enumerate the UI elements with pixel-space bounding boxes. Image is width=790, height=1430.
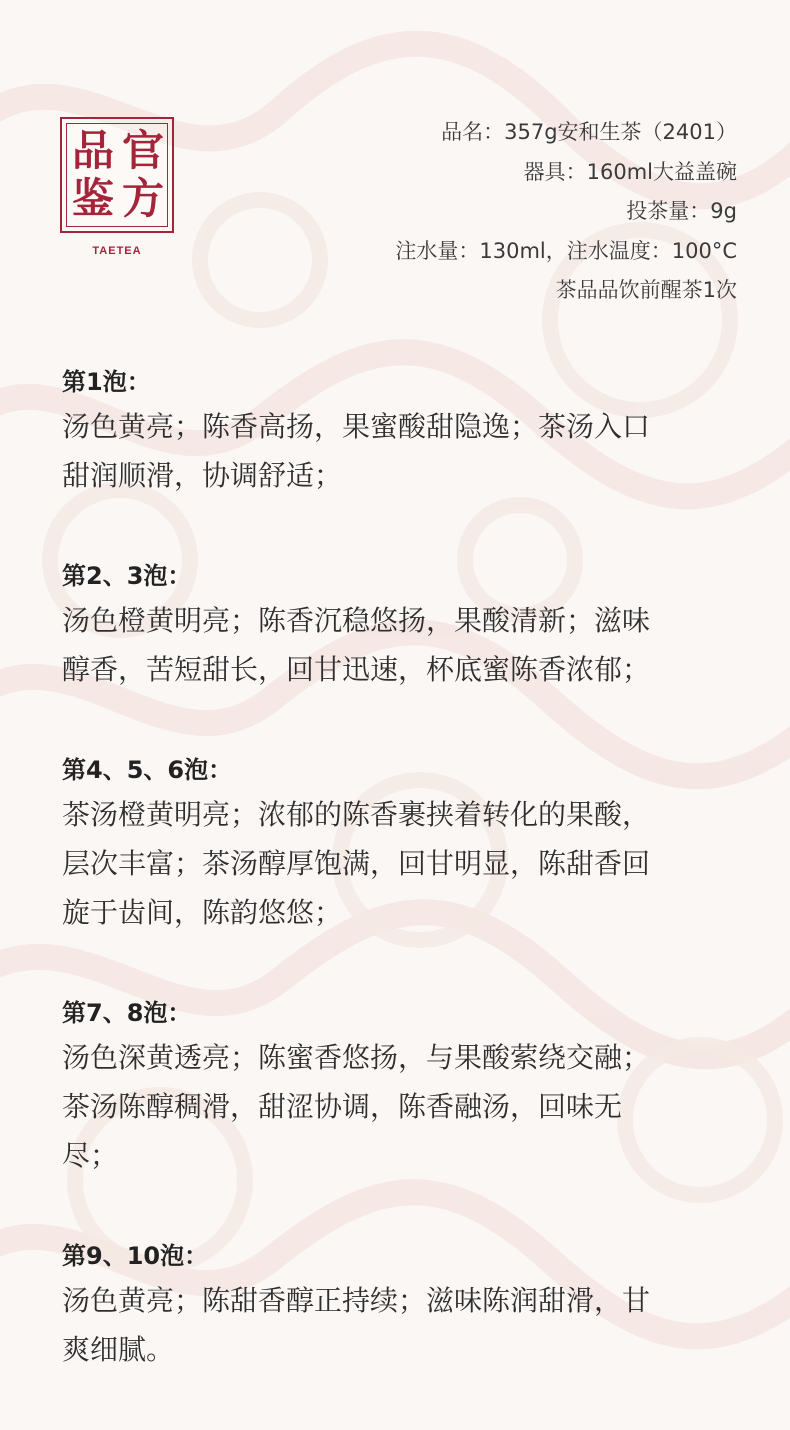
info-product-name: 品名：357g安和生茶（2401） — [441, 120, 737, 144]
infusion-text: 尽； — [62, 1139, 119, 1172]
infusion-section — [62, 362, 752, 500]
infusion-title: 第7、8泡： — [62, 999, 192, 1027]
infusion-text: 旋于齿间，陈韵悠悠； — [62, 896, 343, 929]
info-water: 注水量：130ml，注水温度：100°C — [395, 238, 737, 263]
logo-caption: TAETEA — [92, 245, 142, 257]
info-tea-amount: 投茶量：9g — [626, 199, 737, 223]
tasting-notes — [62, 362, 752, 1430]
infusion-text: 醇香，苦短甜长，回甘迅速，杯底蜜陈香浓郁； — [62, 653, 651, 686]
logo-char: 方 — [121, 174, 164, 223]
infusion-text: 汤色深黄透亮；陈蜜香悠扬，与果酸萦绕交融； — [62, 1041, 651, 1074]
infusion-section — [62, 993, 752, 1180]
infusion-section — [62, 750, 752, 937]
infusion-title: 第2、3泡： — [62, 562, 192, 590]
logo-char: 官 — [121, 126, 164, 175]
infusion-text: 爽细腻。 — [62, 1333, 175, 1366]
infusion-text: 汤色橙黄明亮；陈香沉稳悠扬，果酸清新；滋味 — [62, 604, 651, 637]
infusion-text: 汤色黄亮；陈甜香醇正持续；滋味陈润甜滑，甘 — [62, 1284, 651, 1317]
infusion-text: 甜润顺滑，协调舒适； — [62, 459, 343, 492]
infusion-section — [62, 1236, 752, 1374]
info-rinse: 茶品品饮前醒茶1次 — [555, 278, 737, 302]
infusion-text: 层次丰富；茶汤醇厚饱满，回甘明显，陈甜香回 — [62, 847, 651, 880]
brand-logo — [60, 117, 178, 257]
infusion-text: 汤色黄亮；陈香高扬，果蜜酸甜隐逸；茶汤入口 — [62, 410, 651, 443]
info-vessel: 器具：160ml大益盖碗 — [523, 159, 737, 184]
infusion-title: 第1泡： — [62, 368, 151, 396]
logo-char: 鉴 — [71, 174, 114, 223]
logo-seal — [60, 117, 174, 233]
infusion-text: 茶汤陈醇稠滑，甜涩协调，陈香融汤，回味无 — [62, 1090, 623, 1123]
tea-info-block — [395, 113, 737, 311]
infusion-section — [62, 556, 752, 694]
infusion-title: 第9、10泡： — [62, 1242, 209, 1270]
infusion-text: 茶汤橙黄明亮；浓郁的陈香裹挟着转化的果酸， — [62, 798, 651, 831]
logo-char: 品 — [71, 126, 114, 175]
infusion-title: 第4、5、6泡： — [62, 756, 233, 784]
